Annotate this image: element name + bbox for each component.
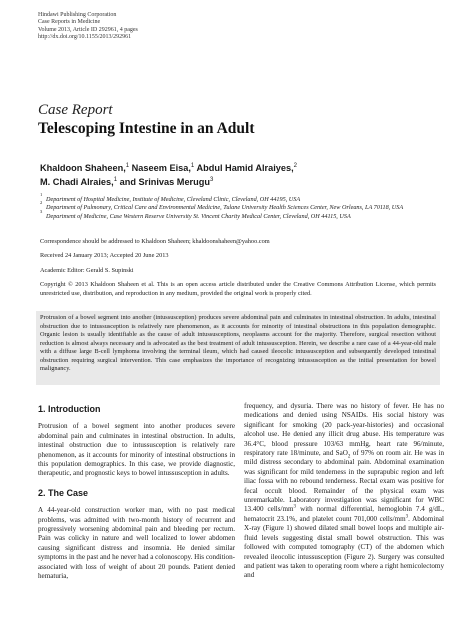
author-4: M. Chadi Alraies,$^1$ [40,176,118,187]
author-5: and Srinivas Merugu$^3$ [119,176,214,187]
article-title: Telescoping Intestine in an Adult [38,120,255,137]
volume-info: Volume 2013, Article ID 292961, 4 pages [38,26,138,33]
author-3: Abdul Hamid Alraiyes,$^2$ [196,162,298,173]
affiliation-1: 1 Department of Hospital Medicine, Institute of Medicine, Cleveland Clinic, Cleveland, OH 44195, USA [40,192,301,203]
right-column [244,402,444,589]
received-accepted-dates: Received 24 January 2013; Accepted 20 June 2013 [40,252,169,259]
case-text-left: A 44-year-old construction worker man, with no past medical problems, was admitted with two-month history of recurrent and progressively worsening abdominal pain and bleeding per rectum. Pain was colicky in nature and well localized to lower abdomen causing significant distress and insomnia. He denied similar symptoms in the past and he never had a colonoscopy. His condition-associated with loss of weight of about 20 pounds. Patient denied hematuria, [38,506,235,581]
affiliation-2: 2 Department of Pulmonary, Critical Care and Environmental Medicine, Tulane University Health Sciences Center, New Orleans, LA 70118, USA [40,200,404,212]
introduction-heading: 1. Introduction [38,404,101,414]
introduction-text: Protrusion of a bowel segment into another produces severe abdominal pain and culminates in intestinal obstruction. In adults, intestinal obstruction due to intussusception is relatively rare phenomenon, as it accounts for minority of intestinal obstructions in this population demographics. In this case, we provide diagnostic, therapeutic, and prognostic keys to bowel intussusception in adults. [38,422,235,478]
affiliation-3: 3 Department of Medicine, Case Western Reserve University St. Vincent Charity Medical Center, Cleveland, OH 44115, USA [40,208,351,220]
author-1: Khaldoon Shaheen,$^1$ [40,162,130,173]
doi-link[interactable]: http://dx.doi.org/10.1155/2013/292961 [38,34,132,41]
publisher: Hindawi Publishing Corporation [38,12,117,18]
correspondence: Correspondence should be addressed to Khaldoon Shaheen; khaldoonshaheen@yahoo.com [40,238,270,245]
author-list [40,162,440,189]
academic-editor: Academic Editor: Gerald S. Supinski [40,267,134,274]
author-2: Naseem Eisa,$^1$ [131,162,195,173]
case-heading: 2. The Case [38,487,89,498]
journal-name: Case Reports in Medicine [38,19,101,26]
affiliations [40,192,440,221]
article-type: Case Report [38,102,113,118]
abstract: Protrusion of a bowel segment into another (intussusception) produces severe abdominal pain and culminates in intestinal obstruction. In adults, intestinal obstruction due to intussusception is relatively rare phenomenon, as it accounts for minority of intestinal obstructions in this population demographic. Organic lesion is usually identifiable as the cause of adult intussusceptions, neoplasms account for the majority. Therefore, surgical resection without reduction is almost always necessary and is advocated as the best treatment of adult intussusception. Herein, we describe a rare case of a 44-year-old male with a diffuse large B-cell lymphoma involving the terminal ileum, which had caused ileocolic intussusception and subsequently developed intestinal obstruction requiring surgical intervention. This case emphasizes the importance of recognizing intussusception as the initial presentation for bowel malignancy. [40,314,436,372]
case-text-right: frequency, and dysuria. There was no history of fever. He has no medications and denied using NSAIDs. His social history was significant for smoking (20 pack-year-histories) and occasional alcohol use. He denied any illicit drug abuse. His temperature was 36.4°C, blood pressure 103/63 mmHg, heart rate 96/minute, respiratory rate 18/minute, and SaO$_2$ of 97% on room air. He was in mild distress secondary to abdominal pain. Abdominal examination was significant for mild tenderness in the suprapubic region and left iliac fossa with no rebound tenderness. Rectal exam was positive for fecal occult blood. Remainder of the physical exam was unremarkable. Laboratory investigation was significant for WBC 13.400 cells/$mm^3$ with normal differential, hemoglobin 7.4 g/dL, hematocrit 23.1%, and platelet count 701,000 cells/$mm^3$. Abdominal X-ray (Figure 1) showed dilated small bowel loops and multiple air-fluid levels suggesting distal small bowel obstruction. This was followed with computed tomography (CT) of the abdomen which revealed ileocolic intussusception (Figure 2). Surgery was consulted and patient was taken to operating room where a right hemicolectomy and [244,402,445,580]
copyright-notice: Copyright © 2013 Khaldoon Shaheen et al. This is an open access article distributed under the Creative Commons Attribution License, which permits unrestricted use, distribution, and reproduction in any medium, provided the original work is properly cited. [40,281,436,297]
journal-header [38,12,138,42]
left-column [38,405,235,590]
